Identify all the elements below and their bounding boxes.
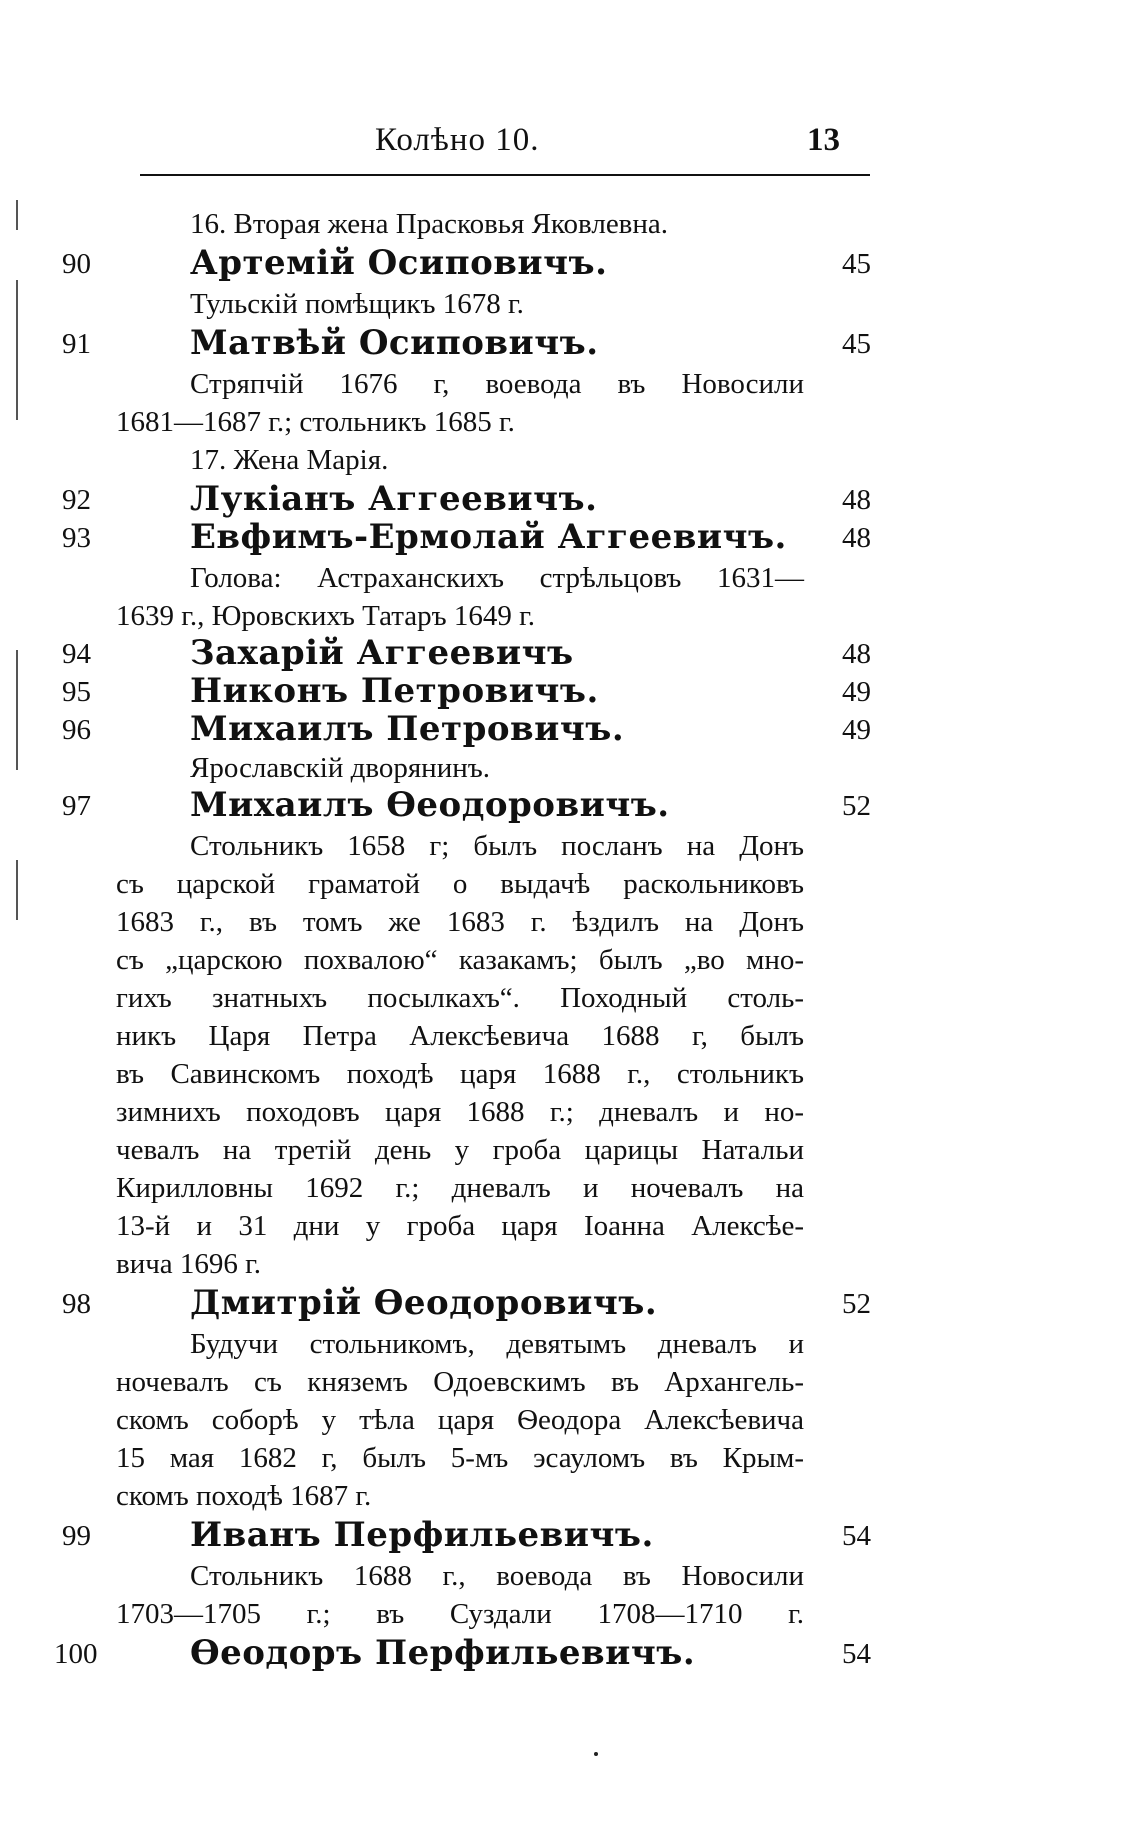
entry-name: Евфимъ-Ермолай Аггеевичъ. <box>190 517 787 557</box>
entry-number: 95 <box>62 676 91 708</box>
entry-number: 97 <box>62 790 91 822</box>
entry-name: Иванъ Перфильевичъ. <box>190 1515 654 1555</box>
text-line: 1703—1705 г.; въ Суздали 1708—1710 г. <box>116 1598 804 1630</box>
margin-mark <box>16 860 18 920</box>
text-line: съ царской граматой о выдачѣ раскольниковъ <box>116 868 804 900</box>
text-line: скомъ соборѣ у тѣла царя Ѳеодора Алексѣевича <box>116 1404 804 1436</box>
entry-number: 93 <box>62 522 91 554</box>
entry-number: 94 <box>62 638 91 670</box>
text-line: Тульскій помѣщикъ 1678 г. <box>190 288 524 320</box>
text-line: Голова: Астраханскихъ стрѣльцовъ 1631— <box>190 562 804 594</box>
entry-ref: 48 <box>842 522 871 554</box>
text-line: зимнихъ походовъ царя 1688 г.; дневалъ и но- <box>116 1096 804 1128</box>
entry-name: Михаилъ Ѳеодоровичъ. <box>190 785 670 825</box>
entry-name: Захарій Аггеевичъ <box>190 633 574 673</box>
text-line: 1639 г., Юровскихъ Татаръ 1649 г. <box>116 600 535 632</box>
margin-mark <box>16 200 18 230</box>
entry-number: 100 <box>54 1638 98 1670</box>
text-line: Стольникъ 1658 г; былъ посланъ на Донъ <box>190 830 804 862</box>
entry-ref: 45 <box>842 328 871 360</box>
entry-ref: 52 <box>842 790 871 822</box>
entry-name: Дмитрій Ѳеодоровичъ. <box>190 1283 658 1323</box>
margin-mark <box>16 650 18 770</box>
text-line: Кирилловны 1692 г.; дневалъ и ночевалъ на <box>116 1172 804 1204</box>
text-line: въ Савинскомъ походѣ царя 1688 г., стольникъ <box>116 1058 804 1090</box>
entry-ref: 54 <box>842 1638 871 1670</box>
text-line: 1683 г., въ томъ же 1683 г. ѣздилъ на Донъ <box>116 906 804 938</box>
text-line: съ „царскою похвалою“ казакамъ; былъ „во мно- <box>116 944 804 976</box>
running-header <box>140 122 870 176</box>
entry-number: 98 <box>62 1288 91 1320</box>
entry-ref: 45 <box>842 248 871 280</box>
text-line: чевалъ на третій день у гроба царицы Натальи <box>116 1134 804 1166</box>
text-line: гихъ знатныхъ посылкахъ“. Походный столь- <box>116 982 804 1014</box>
entry-number: 90 <box>62 248 91 280</box>
entry-name: Ѳеодоръ Перфильевичъ. <box>190 1633 696 1673</box>
text-line: 1681—1687 г.; стольникъ 1685 г. <box>116 406 515 438</box>
text-line: 17. Жена Марія. <box>190 444 389 476</box>
entry-ref: 48 <box>842 638 871 670</box>
text-line: 16. Вторая жена Прасковья Яковлевна. <box>190 208 669 240</box>
text-line: Стряпчій 1676 г, воевода въ Новосили <box>190 368 804 400</box>
entry-number: 91 <box>62 328 91 360</box>
entry-ref: 54 <box>842 1520 871 1552</box>
text-line: Ярославскій дворянинъ. <box>190 752 490 784</box>
entry-ref: 52 <box>842 1288 871 1320</box>
entry-number: 92 <box>62 484 91 516</box>
entry-name: Михаилъ Петровичъ. <box>190 709 625 749</box>
page-number: 13 <box>807 122 840 158</box>
entry-name: Матвѣй Осиповичъ. <box>190 323 599 363</box>
text-line: вича 1696 г. <box>116 1248 262 1280</box>
entry-ref: 48 <box>842 484 871 516</box>
entry-number: 99 <box>62 1520 91 1552</box>
text-line: 15 мая 1682 г, былъ 5-мъ эсауломъ въ Крым- <box>116 1442 804 1474</box>
text-line: Стольникъ 1688 г., воевода въ Новосили <box>190 1560 804 1592</box>
entry-ref: 49 <box>842 714 871 746</box>
entry-name: Лукіанъ Аггеевичъ. <box>190 479 598 519</box>
text-line: Будучи стольникомъ, девятымъ дневалъ и <box>190 1328 804 1360</box>
text-line: 13-й и 31 дни у гроба царя Іоанна Алексѣе- <box>116 1210 804 1242</box>
margin-mark <box>16 280 18 420</box>
entry-ref: 49 <box>842 676 871 708</box>
text-line: никъ Царя Петра Алексѣевича 1688 г, былъ <box>116 1020 804 1052</box>
entry-name: Артемій Осиповичъ. <box>190 243 608 283</box>
header-title: Колѣно 10. <box>375 122 540 158</box>
entry-number: 96 <box>62 714 91 746</box>
text-line: скомъ походѣ 1687 г. <box>116 1480 372 1512</box>
text-line: ночевалъ съ княземъ Одоевскимъ въ Архангель- <box>116 1366 804 1398</box>
entry-name: Никонъ Петровичъ. <box>190 671 599 711</box>
ink-speck <box>594 1752 598 1756</box>
